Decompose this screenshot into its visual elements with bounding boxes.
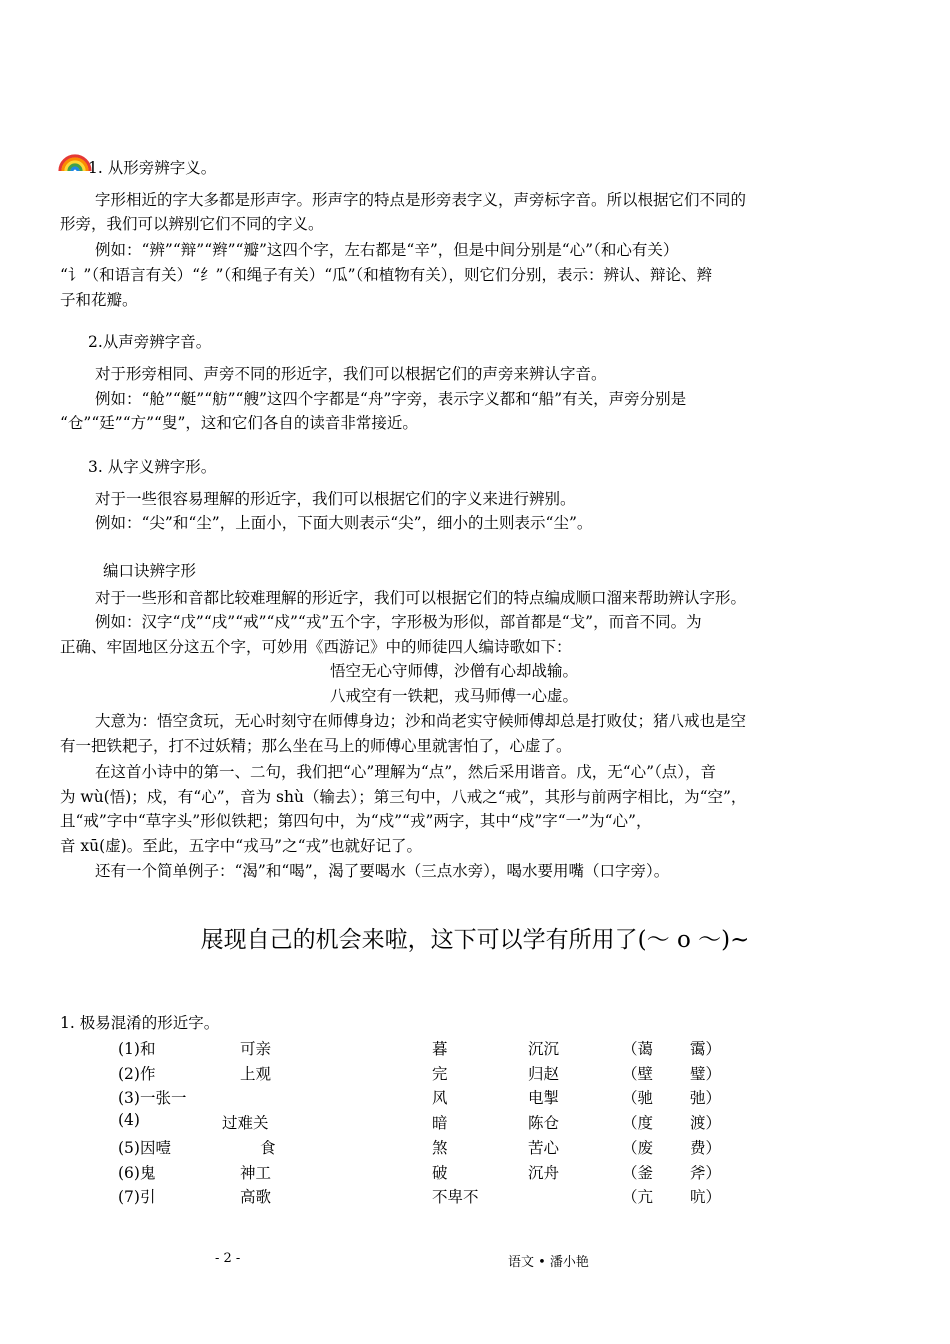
section4-line6: 在这首小诗中的第一、二句，我们把“心”理解为“点”，然后采用谐音。戊，无“心”（点），音: [95, 763, 717, 781]
item-number-cell: (3)一张一: [118, 1089, 187, 1108]
second-phrase-start-cell: 不卑不: [432, 1188, 479, 1207]
phrase-part-cell: 上观: [240, 1064, 272, 1083]
section4-line4: 大意为：悟空贪玩，无心时刻守在师傅身边；沙和尚老实守候师傅却总是打败仗；猪八戒也是空: [95, 712, 747, 730]
poem-line2: 八戒空有一铁耙，戎马师傅一心虚。: [330, 687, 579, 705]
section4-line9: 音 xū(虚)。至此，五字中“戎马”之“戎”也就好记了。: [60, 837, 422, 855]
choice-b-cell: 吭）: [690, 1188, 722, 1207]
choice-a-cell: （釜: [622, 1163, 654, 1182]
exercise-row: [0, 1111, 950, 1135]
item-number-cell: (5)因噎: [118, 1138, 171, 1157]
section4-line8: 且“戒”字中“草字头”形似铁耙；第四句中，为“戍”“戎”两字，其中“戍”字“一”为“心”，: [60, 812, 652, 830]
exercise-row: [0, 1062, 950, 1086]
section1-heading: 1. 从形旁辨字义。: [88, 159, 217, 177]
second-phrase-end-cell: 电掣: [528, 1089, 560, 1108]
exercise-heading: 1. 极易混淆的形近字。: [60, 1014, 220, 1032]
phrase-part-cell: 可亲: [240, 1040, 272, 1058]
second-phrase-end-cell: 苦心: [528, 1138, 560, 1157]
item-number-cell: (7)引: [118, 1188, 156, 1207]
section4-line7: 为 wù(悟)；戍，有“心”，音为 shù（输去）；第三句中，八戒之“戒”，其形与前两字相比，为“空”，: [60, 788, 747, 806]
poem-line1: 悟空无心守师傅，沙僧有心却战输。: [330, 662, 579, 680]
second-phrase-start-cell: 完: [432, 1064, 448, 1083]
section3-para2: 例如：“尖”和“尘”，上面小，下面大则表示“尖”，细小的土则表示“尘”。: [95, 514, 593, 532]
section1-para2-line1: 例如：“辨”“辩”“辫”“瓣”这四个字，左右都是“辛”，但是中间分别是“心”（和心有关）: [95, 241, 679, 259]
choice-a-cell: （废: [622, 1138, 654, 1157]
section1-para1-line1: 字形相近的字大多都是形声字。形声字的特点是形旁表字义，声旁标字音。所以根据它们不同的: [95, 191, 747, 209]
section4-heading: 编口诀辨字形: [103, 562, 197, 580]
choice-b-cell: 弛）: [690, 1089, 722, 1108]
section4-line2: 例如：汉字“戊”“戌”“戒”“戍”“戎”五个字，字形极为形似，部首都是“戈”，而音不同。为: [95, 613, 702, 631]
second-phrase-start-cell: 破: [432, 1163, 448, 1182]
second-phrase-end-cell: 沉沉: [528, 1040, 560, 1058]
section1-para2-line2: “讠”（和语言有关）“纟”（和绳子有关）“瓜”（和植物有关），则它们分别，表示：辨认、辩论、辫: [60, 266, 713, 284]
second-phrase-start-cell: 煞: [432, 1138, 448, 1157]
choice-b-cell: 璧）: [690, 1064, 722, 1083]
item-number-cell: (6)鬼: [118, 1163, 156, 1182]
item-number-cell: (1)和: [118, 1040, 156, 1058]
section4-line3: 正确、牢固地区分这五个字，可妙用《西游记》中的师徒四人编诗歌如下：: [60, 638, 572, 656]
section4-line1: 对于一些形和音都比较难理解的形近字，我们可以根据它们的特点编成顺口溜来帮助辨认字形。: [95, 589, 747, 607]
exercise-row: [0, 1136, 950, 1160]
section4-line5: 有一把铁耙子，打不过妖精；那么坐在马上的师傅心里就害怕了，心虚了。: [60, 737, 572, 755]
exercise-row: [0, 1185, 950, 1209]
second-phrase-end-cell: 归赵: [528, 1064, 560, 1083]
page-number: - 2 -: [215, 1251, 241, 1266]
item-number-cell: (2)作: [118, 1064, 156, 1083]
choice-a-cell: （驰: [622, 1089, 654, 1108]
second-phrase-start-cell: 风: [432, 1089, 448, 1108]
choice-a-cell: （度: [622, 1114, 654, 1133]
second-phrase-end-cell: 陈仓: [528, 1114, 560, 1133]
choice-b-cell: 霭）: [690, 1040, 722, 1058]
choice-a-cell: （亢: [622, 1188, 654, 1207]
exercise-row: [0, 1161, 950, 1185]
section2-para1: 对于形旁相同、声旁不同的形近字，我们可以根据它们的声旁来辨认字音。: [95, 365, 607, 383]
second-phrase-end-cell: 沉舟: [528, 1163, 560, 1182]
section2-heading: 2.从声旁辨字音。: [88, 333, 212, 351]
section1-para1-line2: 形旁，我们可以辨别它们不同的字义。: [60, 215, 324, 233]
second-phrase-start-cell: 暗: [432, 1114, 448, 1133]
exercise-row: [0, 1086, 950, 1110]
choice-b-cell: 渡）: [690, 1114, 722, 1133]
choice-a-cell: （壁: [622, 1064, 654, 1083]
exercise-row: [0, 1037, 950, 1061]
section3-heading: 3. 从字义辨字形。: [88, 458, 217, 476]
exercise-banner: 展现自己的机会来啦，这下可以学有所用了(～ o ～)~: [200, 927, 750, 953]
footer-author: 语文 • 潘小艳: [508, 1255, 589, 1270]
section2-para2-line1: 例如：“舱”“艇”“舫”“艘”这四个字都是“舟”字旁，表示字义都和“船”有关，声旁分别是: [95, 390, 687, 408]
second-phrase-start-cell: 暮: [432, 1040, 448, 1058]
section1-para2-line3: 子和花瓣。: [60, 291, 138, 309]
choice-b-cell: 费）: [690, 1138, 722, 1157]
phrase-part-cell: 高歌: [240, 1188, 272, 1207]
section4-line10: 还有一个简单例子：“渴”和“喝”，渴了要喝水（三点水旁），喝水要用嘴（口字旁）。: [95, 862, 670, 880]
phrase-part-cell: 过难关: [222, 1114, 269, 1133]
phrase-part-cell: 食: [260, 1138, 276, 1157]
choice-b-cell: 斧）: [690, 1163, 722, 1182]
phrase-part-cell: 神工: [240, 1163, 272, 1182]
section3-para1: 对于一些很容易理解的形近字，我们可以根据它们的字义来进行辨别。: [95, 490, 576, 508]
section2-para2-line2: “仓”“廷”“方”“叟”，这和它们各自的读音非常接近。: [60, 414, 418, 432]
choice-a-cell: （蔼: [622, 1040, 654, 1058]
rainbow-icon: [58, 143, 92, 173]
item-number-cell: (4): [118, 1111, 140, 1130]
